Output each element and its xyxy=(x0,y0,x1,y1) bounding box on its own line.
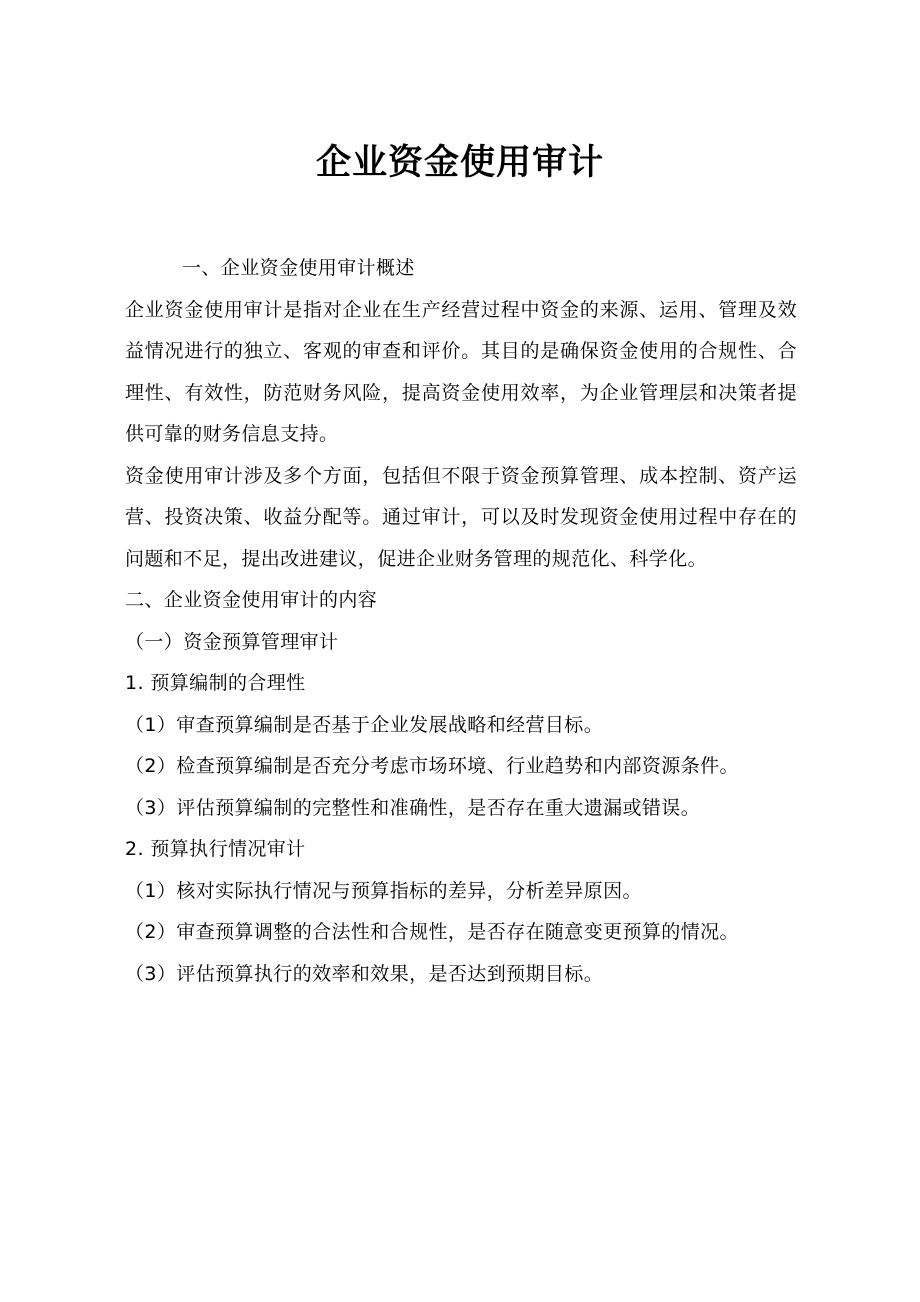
page-title: 企业资金使用审计 xyxy=(315,143,604,183)
paragraph-item-2-heading: 2. 预算执行情况审计 xyxy=(125,838,306,860)
paragraph-subsection-1-heading: （一）资金预算管理审计 xyxy=(125,630,339,653)
paragraph-overview-1: 企业资金使用审计是指对企业在生产经营过程中资金的来源、运用、管理及效益情况进行的独立、客观的审查和评价。其目的是确保资金使用的合规性、合理性、有效性，防范财务风险，提高资金使用效率，为企业管理层和决策者提供可靠的财务信息支持。 xyxy=(125,298,797,445)
paragraph-section-1-heading: 一、企业资金使用审计概述 xyxy=(182,257,415,279)
paragraph-item-1-3: （3）评估预算编制的完整性和准确性，是否存在重大遗漏或错误。 xyxy=(125,796,701,819)
paragraph-overview-2: 资金使用审计涉及多个方面，包括但不限于资金预算管理、成本控制、资产运营、投资决策、收益分配等。通过审计，可以及时发现资金使用过程中存在的问题和不足，提出改进建议，促进企业财务管理的规范化、科学化。 xyxy=(125,464,797,570)
paragraph-section-2-heading: 二、企业资金使用审计的内容 xyxy=(125,589,378,611)
paragraph-item-2-2: （2）审查预算调整的合法性和合规性，是否存在随意变更预算的情况。 xyxy=(125,921,739,943)
paragraph-item-1-1: （1）审查预算编制是否基于企业发展战略和经营目标。 xyxy=(125,713,604,736)
paragraph-item-2-3: （3）评估预算执行的效率和效果，是否达到预期目标。 xyxy=(125,962,604,985)
paragraph-item-1-heading: 1. 预算编制的合理性 xyxy=(125,672,306,694)
paragraph-item-1-2: （2）检查预算编制是否充分考虑市场环境、行业趋势和内部资源条件。 xyxy=(125,755,739,777)
document-body xyxy=(125,248,797,995)
paragraph-item-2-1: （1）核对实际执行情况与预算指标的差异，分析差异原因。 xyxy=(125,879,642,902)
